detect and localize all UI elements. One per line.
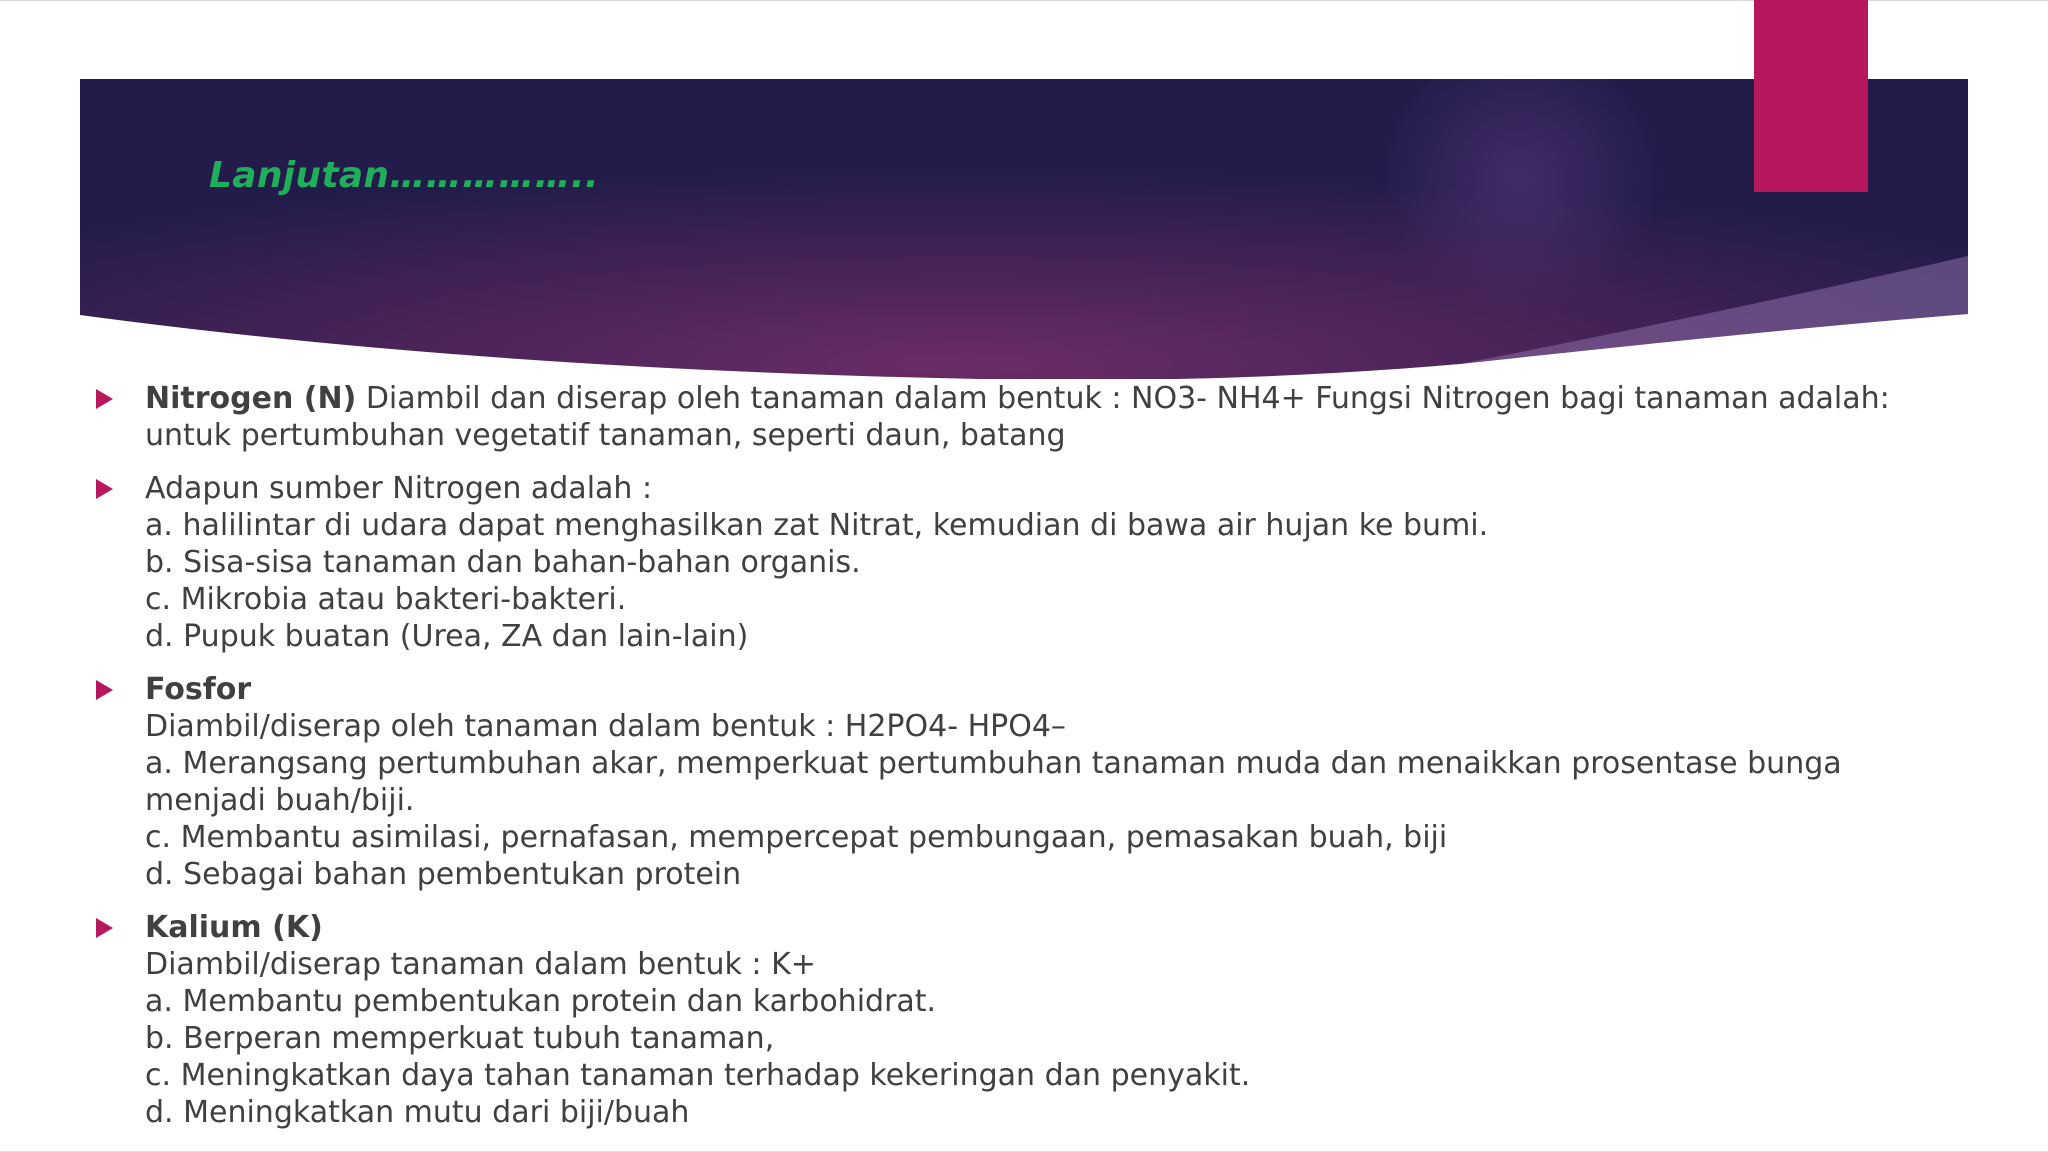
bullet-text-line: c. Mikrobia atau bakteri-bakteri. — [145, 582, 627, 617]
top-border — [0, 0, 2048, 1]
bullet-arrow-icon — [96, 479, 113, 499]
bullet-text-line: untuk pertumbuhan vegetatif tanaman, seperti daun, batang — [145, 418, 1066, 453]
bullet-arrow-icon — [96, 918, 113, 938]
bullet-text-line: d. Meningkatkan mutu dari biji/buah — [145, 1095, 690, 1130]
bullet-text-line: a. Merangsang pertumbuhan akar, memperkuat pertumbuhan tanaman muda dan menaikkan prosentase bunga — [145, 746, 1842, 781]
bullet-text-line: Adapun sumber Nitrogen adalah : — [145, 471, 653, 506]
bullet-arrow-icon — [96, 389, 113, 409]
bullet-text: Diambil dan diserap oleh tanaman dalam bentuk : NO3- NH4+ Fungsi Nitrogen bagi tanaman adalah: — [356, 381, 1890, 416]
accent-tab — [1754, 0, 1868, 192]
bullet-text-line: b. Berperan memperkuat tubuh tanaman, — [145, 1021, 775, 1056]
bullet-heading: Nitrogen (N) — [145, 381, 357, 416]
bullet-heading: Fosfor — [145, 672, 252, 707]
bullet-text-line: Diambil/diserap tanaman dalam bentuk : K+ — [145, 947, 816, 982]
bullet-nitrogen — [96, 380, 1896, 454]
bullet-text-line: a. Membantu pembentukan protein dan karbohidrat. — [145, 984, 937, 1019]
slide-title: Lanjutan…………….. — [209, 155, 599, 196]
bullet-text-line: c. Meningkatkan daya tahan tanaman terhadap kekeringan dan penyakit. — [145, 1058, 1251, 1093]
bullet-text-line: a. halilintar di udara dapat menghasilkan zat Nitrat, kemudian di bawa air hujan ke bumi. — [145, 508, 1489, 543]
bullet-text-line: d. Sebagai bahan pembentukan protein — [145, 857, 742, 892]
bullet-text-line: menjadi buah/biji. — [145, 783, 415, 818]
bullet-text-line: d. Pupuk buatan (Urea, ZA dan lain-lain) — [145, 619, 749, 654]
bullet-kalium — [96, 909, 1896, 1131]
bullet-list — [96, 380, 1896, 1147]
bullet-text-line: Diambil/diserap oleh tanaman dalam bentuk : H2PO4- HPO4– — [145, 709, 1066, 744]
bullet-arrow-icon — [96, 680, 113, 700]
bullet-heading: Kalium (K) — [145, 910, 323, 945]
title-banner — [80, 79, 1968, 379]
bullet-text-line: c. Membantu asimilasi, pernafasan, mempercepat pembungaan, pemasakan buah, biji — [145, 820, 1448, 855]
bullet-fosfor — [96, 671, 1896, 893]
bullet-text-line: b. Sisa-sisa tanaman dan bahan-bahan organis. — [145, 545, 861, 580]
bullet-sources — [96, 470, 1896, 655]
